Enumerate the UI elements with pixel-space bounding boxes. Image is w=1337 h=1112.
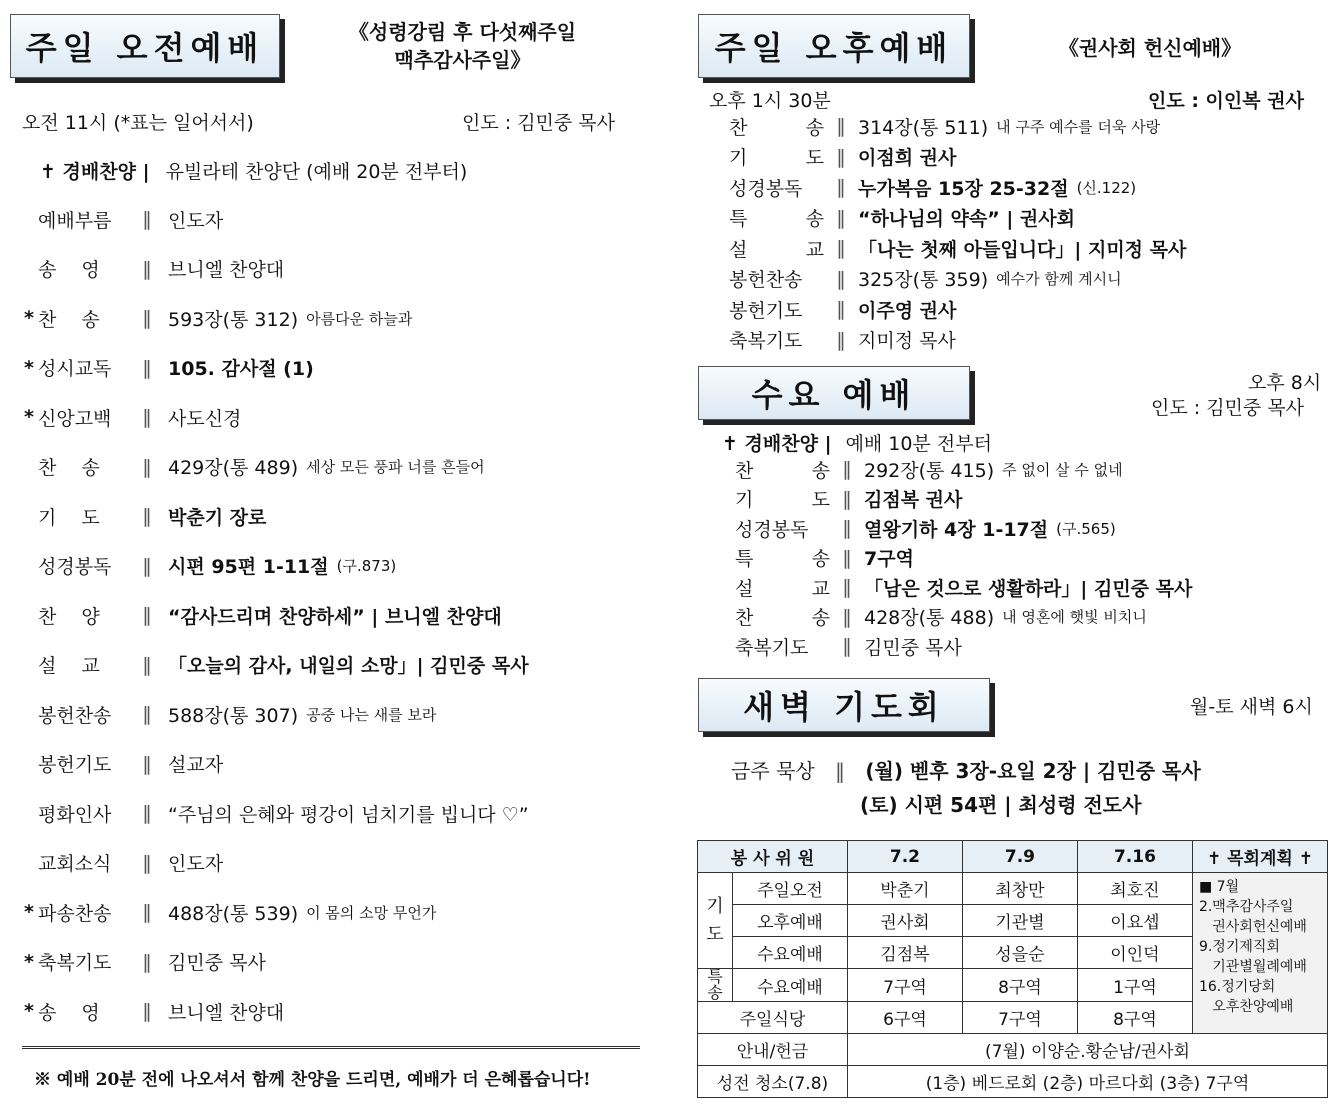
order-value: 105. 감사절 (1) bbox=[168, 358, 314, 380]
footer-note: ※ 예배 20분 전에 나오셔서 함께 찬양을 드리면, 예배가 더 은혜롭습니다! bbox=[34, 1070, 591, 1090]
order-item bbox=[20, 797, 537, 829]
order-label: 설 교 bbox=[729, 238, 824, 261]
order-label: 평화인사 bbox=[38, 803, 112, 826]
order-value: 593장(통 312) bbox=[168, 308, 299, 331]
table-cell: 박춘기 bbox=[847, 873, 962, 905]
order-value: “주님의 은혜와 평강이 넘치기를 빕니다 ♡” bbox=[168, 803, 529, 826]
table-header-cell: 7.9 bbox=[962, 841, 1077, 873]
order-note: 예수가 함께 계시니 bbox=[996, 270, 1122, 288]
order-label: 신앙고백 bbox=[38, 407, 112, 430]
order-label: 봉헌기도 bbox=[729, 299, 803, 322]
table-cell: 성전 청소(7.8) bbox=[698, 1066, 848, 1098]
order-label: 성시교독 bbox=[38, 358, 112, 380]
order-item bbox=[20, 946, 274, 978]
order-note: 주 없이 살 수 없네 bbox=[1002, 460, 1123, 479]
table-cell: 권사회 bbox=[847, 905, 962, 937]
order-value: 설교자 bbox=[168, 754, 224, 776]
table-cell: 최호진 bbox=[1077, 873, 1192, 905]
order-item bbox=[20, 649, 537, 681]
table-cell: 주일식당 bbox=[698, 1002, 848, 1034]
separator: ‖ bbox=[142, 455, 152, 478]
separator: ‖ bbox=[142, 356, 152, 379]
order-item bbox=[20, 995, 292, 1027]
order-label: 봉헌찬송 bbox=[729, 269, 803, 291]
dawn-meditation-line2: (토) 시편 54편 | 최성령 전도사 bbox=[860, 793, 1142, 817]
order-label: 찬 송 bbox=[729, 116, 824, 139]
separator: ‖ bbox=[836, 115, 846, 137]
order-value: 488장(통 539) bbox=[168, 902, 299, 925]
morning-subtitle: 《성령강림 후 다섯째주일 맥추감사주일》 bbox=[348, 20, 577, 72]
order-item bbox=[20, 599, 510, 631]
table-cell: (1층) 베드로회 (2층) 마르다회 (3층) 7구역 bbox=[847, 1066, 1327, 1098]
dawn-time: 월-토 새벽 6시 bbox=[1190, 696, 1313, 718]
table-header-cell: 7.2 bbox=[847, 841, 962, 873]
order-item bbox=[20, 451, 485, 483]
separator: ‖ bbox=[142, 554, 152, 577]
separator: ‖ bbox=[842, 517, 852, 539]
separator: ‖ bbox=[836, 206, 846, 229]
separator: ‖ bbox=[142, 505, 152, 527]
table-cell: 안내/헌금 bbox=[698, 1034, 848, 1066]
separator: ‖ bbox=[142, 208, 152, 230]
order-label: 봉헌기도 bbox=[38, 754, 112, 776]
order-value: 사도신경 bbox=[168, 407, 242, 430]
table-cell: 1구역 bbox=[1077, 969, 1192, 1002]
order-label: 찬 양 bbox=[38, 605, 100, 628]
table-cell: 6구역 bbox=[847, 1002, 962, 1034]
table-cell: 7구역 bbox=[847, 969, 962, 1002]
afternoon-subtitle: 《권사회 헌신예배》 bbox=[1058, 36, 1242, 60]
separator: ‖ bbox=[836, 145, 846, 168]
order-label: 파송찬송 bbox=[38, 902, 112, 925]
order-item bbox=[20, 748, 231, 780]
order-note: 내 영혼에 햇빛 비치니 bbox=[1002, 608, 1147, 626]
separator: ‖ bbox=[142, 653, 152, 676]
order-label: 축복기도 bbox=[38, 952, 112, 974]
order-item bbox=[729, 142, 964, 172]
table-cell: 김점복 bbox=[847, 937, 962, 969]
separator: ‖ bbox=[836, 328, 846, 351]
plan-item: 9.정기제직회 bbox=[1198, 939, 1280, 955]
plan-item: 2.맥추감사주일 bbox=[1198, 899, 1294, 915]
separator: ‖ bbox=[842, 576, 852, 598]
order-item bbox=[20, 302, 412, 334]
table-cell: 주일오전 bbox=[733, 873, 848, 905]
wednesday-leader: 인도 : 김민중 목사 bbox=[1151, 397, 1304, 419]
separator: ‖ bbox=[142, 307, 152, 329]
order-value: “감사드리며 찬양하세” | 브니엘 찬양대 bbox=[168, 605, 502, 628]
order-note: (구.565) bbox=[1056, 519, 1116, 538]
table-row bbox=[698, 1066, 1328, 1098]
separator: ‖ bbox=[836, 298, 846, 320]
order-item bbox=[729, 264, 1122, 294]
standing-mark: * bbox=[24, 901, 34, 923]
group-label-prayer: 기 도 bbox=[698, 873, 733, 969]
order-value: 인도자 bbox=[168, 209, 224, 232]
order-note: (신.122) bbox=[1076, 178, 1137, 197]
order-value: 314장(통 511) bbox=[858, 116, 989, 139]
separator: ‖ bbox=[142, 1000, 152, 1022]
order-label: 찬 송 bbox=[38, 457, 100, 479]
separator: ‖ bbox=[142, 257, 152, 280]
order-item bbox=[735, 513, 1116, 543]
order-note: 이 몸의 소망 무언가 bbox=[306, 903, 437, 922]
order-label: 기 도 bbox=[38, 506, 100, 529]
separator: ‖ bbox=[836, 267, 846, 290]
order-label: 찬 송 bbox=[38, 308, 100, 331]
morning-time: 오전 11시 (*표는 일어서서) bbox=[22, 112, 254, 134]
order-value: 「오늘의 감사, 내일의 소망」| 김민중 목사 bbox=[168, 655, 529, 677]
order-item bbox=[735, 631, 970, 661]
table-cell: 8구역 bbox=[1077, 1002, 1192, 1034]
order-item bbox=[20, 847, 231, 879]
order-item bbox=[20, 896, 436, 928]
order-value: 브니엘 찬양대 bbox=[168, 1001, 285, 1024]
dawn-prayer-title: 새벽 기도회 bbox=[698, 678, 990, 732]
order-item bbox=[735, 572, 1200, 602]
separator: ‖ bbox=[142, 851, 152, 874]
order-label: 송 영 bbox=[38, 259, 100, 281]
table-cell: 최창만 bbox=[962, 873, 1077, 905]
group-label-special: 특송 bbox=[698, 969, 733, 1002]
order-label: 교회소식 bbox=[38, 853, 112, 875]
order-value: 김민중 목사 bbox=[168, 952, 266, 974]
table-cell: 이요셉 bbox=[1077, 905, 1192, 937]
order-value: 이점희 권사 bbox=[858, 147, 957, 169]
order-label: 설 교 bbox=[735, 577, 830, 600]
order-value: 김점복 권사 bbox=[864, 489, 963, 511]
order-label: 기 도 bbox=[729, 147, 824, 169]
order-label: 성경봉독 bbox=[735, 518, 809, 541]
order-label: 특 송 bbox=[729, 208, 824, 230]
order-item bbox=[735, 543, 922, 573]
table-cell: 수요예배 bbox=[733, 937, 848, 969]
table-cell: 수요예배 bbox=[733, 969, 848, 1002]
dawn-meditation: 금주 묵상 ‖ (월) 벧후 3장-요일 2장 | 김민중 목사 bbox=[731, 759, 1201, 783]
table-header-cell: 봉 사 위 원 bbox=[698, 841, 848, 873]
standing-mark: * bbox=[24, 356, 34, 379]
morning-service-title: 주일 오전예배 bbox=[10, 14, 280, 78]
ministry-plan bbox=[1192, 873, 1327, 1034]
order-value: 「나는 첫째 아들입니다」| 지미정 목사 bbox=[858, 238, 1187, 261]
order-label: 찬 송 bbox=[735, 459, 830, 482]
order-item bbox=[729, 294, 964, 324]
order-label: 축복기도 bbox=[729, 330, 803, 352]
separator: ‖ bbox=[842, 458, 852, 480]
separator: ‖ bbox=[142, 802, 152, 824]
plan-item: 오후찬양예배 bbox=[1198, 999, 1294, 1015]
order-value: “하나님의 약속” | 권사회 bbox=[858, 208, 1075, 230]
separator: ‖ bbox=[142, 752, 152, 775]
wednesday-pre-worship: ✝ 경배찬양 | 예배 10분 전부터 bbox=[722, 433, 992, 455]
separator: ‖ bbox=[842, 635, 852, 657]
order-note: 세상 모든 풍파 너를 흔들어 bbox=[306, 458, 485, 476]
order-label: 성경봉독 bbox=[38, 556, 112, 578]
order-item bbox=[729, 172, 1136, 202]
separator: ‖ bbox=[142, 604, 152, 626]
standing-mark: * bbox=[24, 406, 34, 428]
order-item bbox=[20, 550, 396, 582]
order-item bbox=[735, 602, 1147, 632]
separator: ‖ bbox=[142, 901, 152, 923]
order-value: 지미정 목사 bbox=[858, 330, 956, 352]
afternoon-service-title: 주일 오후예배 bbox=[698, 14, 970, 78]
order-item bbox=[735, 454, 1123, 484]
order-label: 찬 송 bbox=[735, 607, 830, 629]
table-cell: 오후예배 bbox=[733, 905, 848, 937]
separator: ‖ bbox=[842, 546, 852, 569]
order-note: 내 구주 예수를 더욱 사랑 bbox=[996, 117, 1161, 136]
separator: ‖ bbox=[142, 406, 152, 428]
table-cell: 이인덕 bbox=[1077, 937, 1192, 969]
order-item bbox=[729, 325, 964, 355]
order-item bbox=[20, 698, 436, 730]
afternoon-time: 오후 1시 30분 bbox=[709, 90, 831, 112]
order-note: 아름다운 하늘과 bbox=[306, 309, 413, 328]
order-value: 429장(통 489) bbox=[168, 457, 299, 479]
standing-mark: * bbox=[24, 950, 34, 973]
order-value: 열왕기하 4장 1-17절 bbox=[864, 518, 1049, 541]
table-cell: (7월) 이양순.황순남/권사회 bbox=[847, 1034, 1327, 1066]
separator: ‖ bbox=[842, 487, 852, 510]
table-cell: 7구역 bbox=[962, 1002, 1077, 1034]
order-value: 이주영 권사 bbox=[858, 299, 957, 322]
standing-mark: * bbox=[24, 1000, 34, 1022]
order-value: 428장(통 488) bbox=[864, 607, 995, 629]
order-value: 브니엘 찬양대 bbox=[168, 259, 285, 281]
order-value: 누가복음 15장 25-32절 bbox=[858, 177, 1069, 200]
order-label: 설 교 bbox=[38, 655, 100, 677]
morning-leader: 인도 : 김민중 목사 bbox=[462, 112, 615, 134]
order-value: 「남은 것으로 생활하라」| 김민중 목사 bbox=[864, 577, 1193, 600]
order-item bbox=[20, 352, 322, 384]
separator: ‖ bbox=[836, 176, 846, 198]
order-label: 축복기도 bbox=[735, 636, 809, 659]
table-header-row bbox=[698, 841, 1328, 873]
order-label: 특 송 bbox=[735, 548, 830, 570]
order-item bbox=[20, 401, 249, 433]
table-cell: 기관별 bbox=[962, 905, 1077, 937]
plan-item: 권사회헌신예배 bbox=[1198, 919, 1307, 935]
separator: ‖ bbox=[142, 703, 152, 725]
order-label: 성경봉독 bbox=[729, 177, 803, 200]
wednesday-time: 오후 8시 bbox=[1248, 372, 1322, 394]
order-label: 예배부름 bbox=[38, 209, 112, 232]
order-note: 공중 나는 새를 보라 bbox=[306, 705, 437, 724]
order-item bbox=[20, 500, 274, 532]
order-item bbox=[20, 203, 231, 235]
afternoon-leader: 인도 : 이인복 권사 bbox=[1148, 90, 1304, 112]
order-note: (구.873) bbox=[336, 557, 397, 575]
separator: ‖ bbox=[836, 237, 846, 259]
table-row bbox=[698, 1034, 1328, 1066]
order-value: 588장(통 307) bbox=[168, 704, 299, 727]
plan-item: ■ 7월 bbox=[1198, 879, 1240, 895]
order-label: 송 영 bbox=[38, 1001, 100, 1024]
table-cell: 8구역 bbox=[962, 969, 1077, 1002]
order-item bbox=[735, 484, 970, 514]
order-item bbox=[729, 203, 1083, 233]
plan-item: 기관별월례예배 bbox=[1198, 959, 1307, 975]
footer-divider bbox=[22, 1046, 640, 1049]
service-volunteer-table bbox=[697, 840, 1328, 1098]
order-value: 325장(통 359) bbox=[858, 269, 989, 291]
order-value: 시편 95편 1-11절 bbox=[168, 556, 329, 578]
order-value: 김민중 목사 bbox=[864, 636, 962, 659]
order-item bbox=[729, 233, 1194, 263]
order-value: 292장(통 415) bbox=[864, 459, 995, 482]
table-cell: 성을순 bbox=[962, 937, 1077, 969]
table-row bbox=[698, 873, 1328, 905]
wednesday-service-title: 수요 예배 bbox=[698, 366, 970, 420]
order-label: 봉헌찬송 bbox=[38, 704, 112, 727]
table-header-cell: 7.16 bbox=[1077, 841, 1192, 873]
order-item bbox=[20, 253, 292, 285]
order-value: 7구역 bbox=[864, 548, 914, 570]
morning-pre-worship: ✝ 경배찬양 | 유빌라테 찬양단 (예배 20분 전부터) bbox=[40, 161, 468, 183]
plan-item: 16.정기당회 bbox=[1198, 979, 1276, 995]
order-item bbox=[729, 111, 1160, 141]
order-label: 기 도 bbox=[735, 489, 830, 511]
standing-mark: * bbox=[24, 307, 34, 329]
order-value: 인도자 bbox=[168, 853, 224, 875]
separator: ‖ bbox=[842, 605, 852, 628]
order-value: 박춘기 장로 bbox=[168, 506, 267, 529]
table-header-cell: ✝ 목회계획 ✝ bbox=[1192, 841, 1327, 873]
separator: ‖ bbox=[142, 950, 152, 973]
